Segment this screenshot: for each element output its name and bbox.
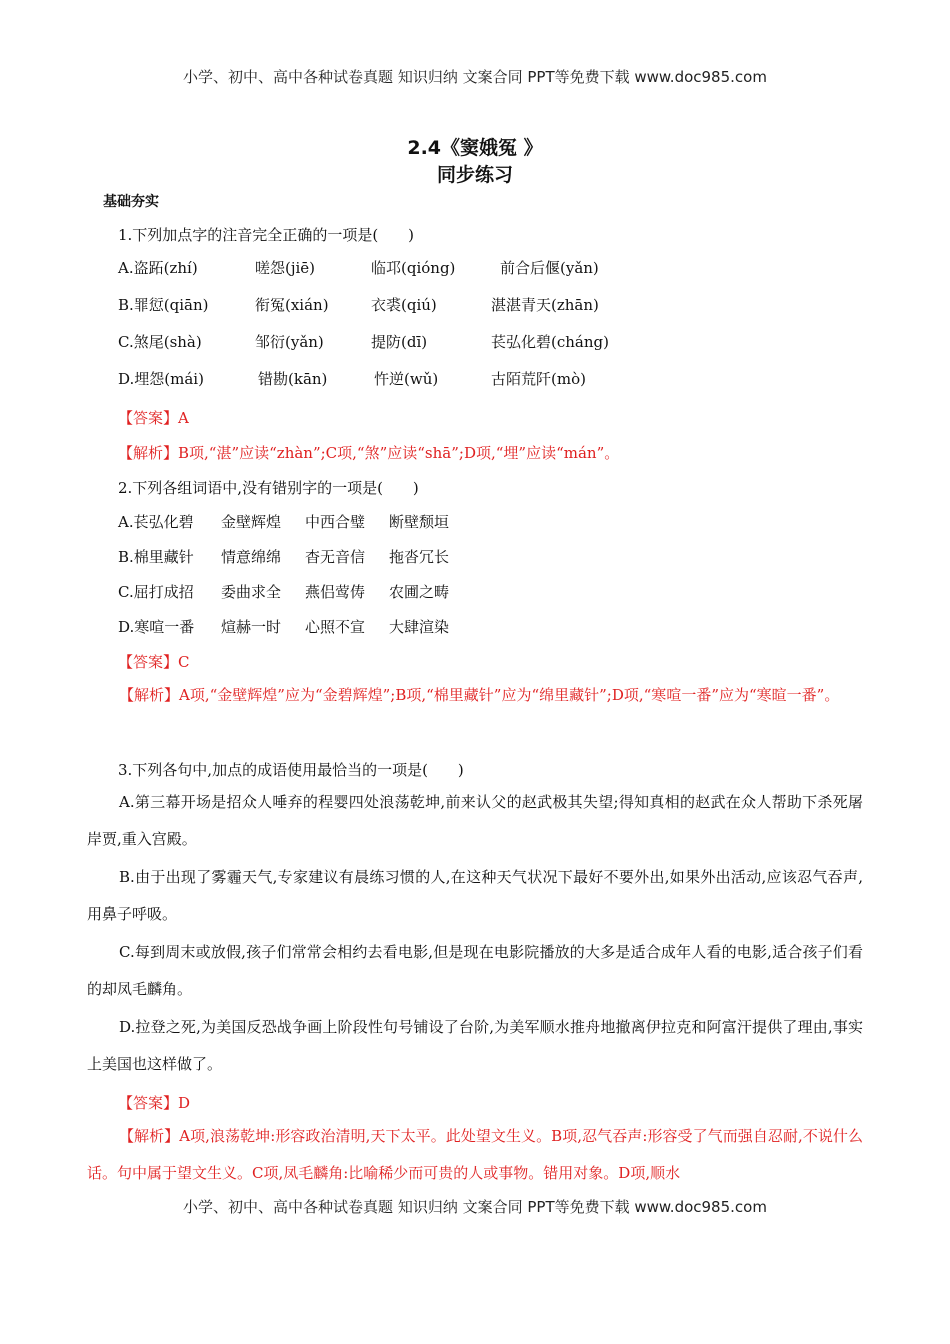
page-title: 2.4《窦娥冤 》 — [407, 137, 543, 159]
q3-option-d: D.拉登之死,为美国反恐战争画上阶段性句号铺设了台阶,为美军顺水推舟地撤离伊拉克和阿富汗提供了理由,事实上美国也这样做了。 — [87, 1018, 863, 1073]
q3-answer: 【答案】D — [118, 1094, 191, 1112]
q2-b-2: 情意绵绵 — [221, 548, 282, 566]
q2-b-3: 杳无音信 — [305, 548, 366, 566]
q2-c-1: C.屈打成招 — [118, 583, 194, 601]
q3-option-b: B.由于出现了雾霾天气,专家建议有晨练习惯的人,在这种天气状况下最好不要外出,如果外出活动,应该忍气吞声,用鼻子呼吸。 — [87, 868, 863, 923]
q3-option-c: C.每到周末或放假,孩子们常常会相约去看电影,但是现在电影院播放的大多是适合成年人看的电影,适合孩子们看的却凤毛麟角。 — [87, 943, 863, 998]
q3-analysis: 【解析】A项,浪荡乾坤:形容政治清明,天下太平。此处望文生义。B项,忍气吞声:形容受了气而强自忍耐,不说什么话。句中属于望文生义。C项,凤毛麟角:比喻稀少而可贵的人或事物。错用对象。D项,顺水 — [87, 1127, 863, 1182]
q2-a-1: A.苌弘化碧 — [118, 513, 194, 531]
q3-stem: 3.下列各句中,加点的成语使用最恰当的一项是( ) — [118, 761, 464, 779]
q2-a-4: 断壁颓垣 — [389, 513, 450, 531]
q1-a-4: 前合后偃(yǎn) — [500, 259, 599, 277]
q1-stem: 1.下列加点字的注音完全正确的一项是( ) — [118, 226, 415, 244]
q2-d-1: D.寒喧一番 — [118, 618, 195, 636]
q2-c-3: 燕侣莺俦 — [305, 583, 366, 601]
q2-b-4: 拖沓冗长 — [389, 548, 450, 566]
q1-d-1: D.埋怨(mái) — [118, 370, 204, 388]
q1-a-2: 嗟怨(jiē) — [255, 259, 316, 277]
q1-c-4: 苌弘化碧(cháng) — [491, 333, 609, 351]
q1-b-2: 衔冤(xián) — [255, 296, 329, 314]
q3-option-a: A.第三幕开场是招众人唾弃的程婴四处浪荡乾坤,前来认父的赵武极其失望;得知真相的赵武在众人帮助下杀死屠岸贾,重入宫殿。 — [87, 793, 863, 848]
page-footer: 小学、初中、高中各种试卷真题 知识归纳 文案合同 PPT等免费下载 www.doc985.com — [183, 1198, 767, 1216]
q2-d-4: 大肆渲染 — [389, 618, 450, 636]
q2-analysis: 【解析】A项,“金壁辉煌”应为“金碧辉煌”;B项,“棉里藏针”应为“绵里藏针”;D项,“寒喧一番”应为“寒暄一番”。 — [119, 686, 840, 704]
q1-b-1: B.罪愆(qiān) — [118, 296, 209, 314]
q1-b-3: 衣裘(qiú) — [371, 296, 437, 314]
page-subtitle: 同步练习 — [436, 164, 513, 186]
q1-d-3: 忤逆(wǔ) — [374, 370, 439, 388]
q2-b-1: B.棉里藏针 — [118, 548, 194, 566]
q2-answer: 【答案】C — [118, 653, 190, 671]
q2-c-4: 农圃之畴 — [389, 583, 450, 601]
q1-b-4: 湛湛青天(zhān) — [491, 296, 599, 314]
q2-d-2: 煊赫一时 — [221, 618, 282, 636]
q2-c-2: 委曲求全 — [221, 583, 282, 601]
q2-a-3: 中西合璧 — [305, 513, 366, 531]
q1-a-3: 临邛(qióng) — [371, 259, 456, 277]
q1-d-4: 古陌荒阡(mò) — [491, 370, 586, 388]
q1-c-3: 提防(dī) — [371, 333, 428, 351]
q1-answer: 【答案】A — [118, 409, 189, 427]
q1-analysis: 【解析】B项,“湛”应读“zhàn”;C项,“煞”应读“shā”;D项,“埋”应读“mán”。 — [118, 444, 620, 462]
section-heading: 基础夯实 — [103, 194, 159, 210]
q2-d-3: 心照不宣 — [305, 618, 366, 636]
q1-d-2: 错勘(kān) — [258, 370, 328, 388]
q2-a-2: 金壁辉煌 — [221, 513, 282, 531]
q1-c-2: 邹衍(yǎn) — [255, 333, 324, 351]
q1-c-1: C.煞尾(shà) — [118, 333, 202, 351]
page-header: 小学、初中、高中各种试卷真题 知识归纳 文案合同 PPT等免费下载 www.doc985.com — [183, 68, 767, 86]
q2-stem: 2.下列各组词语中,没有错别字的一项是( ) — [118, 479, 419, 497]
q1-a-1: A.盗跖(zhí) — [118, 259, 198, 277]
